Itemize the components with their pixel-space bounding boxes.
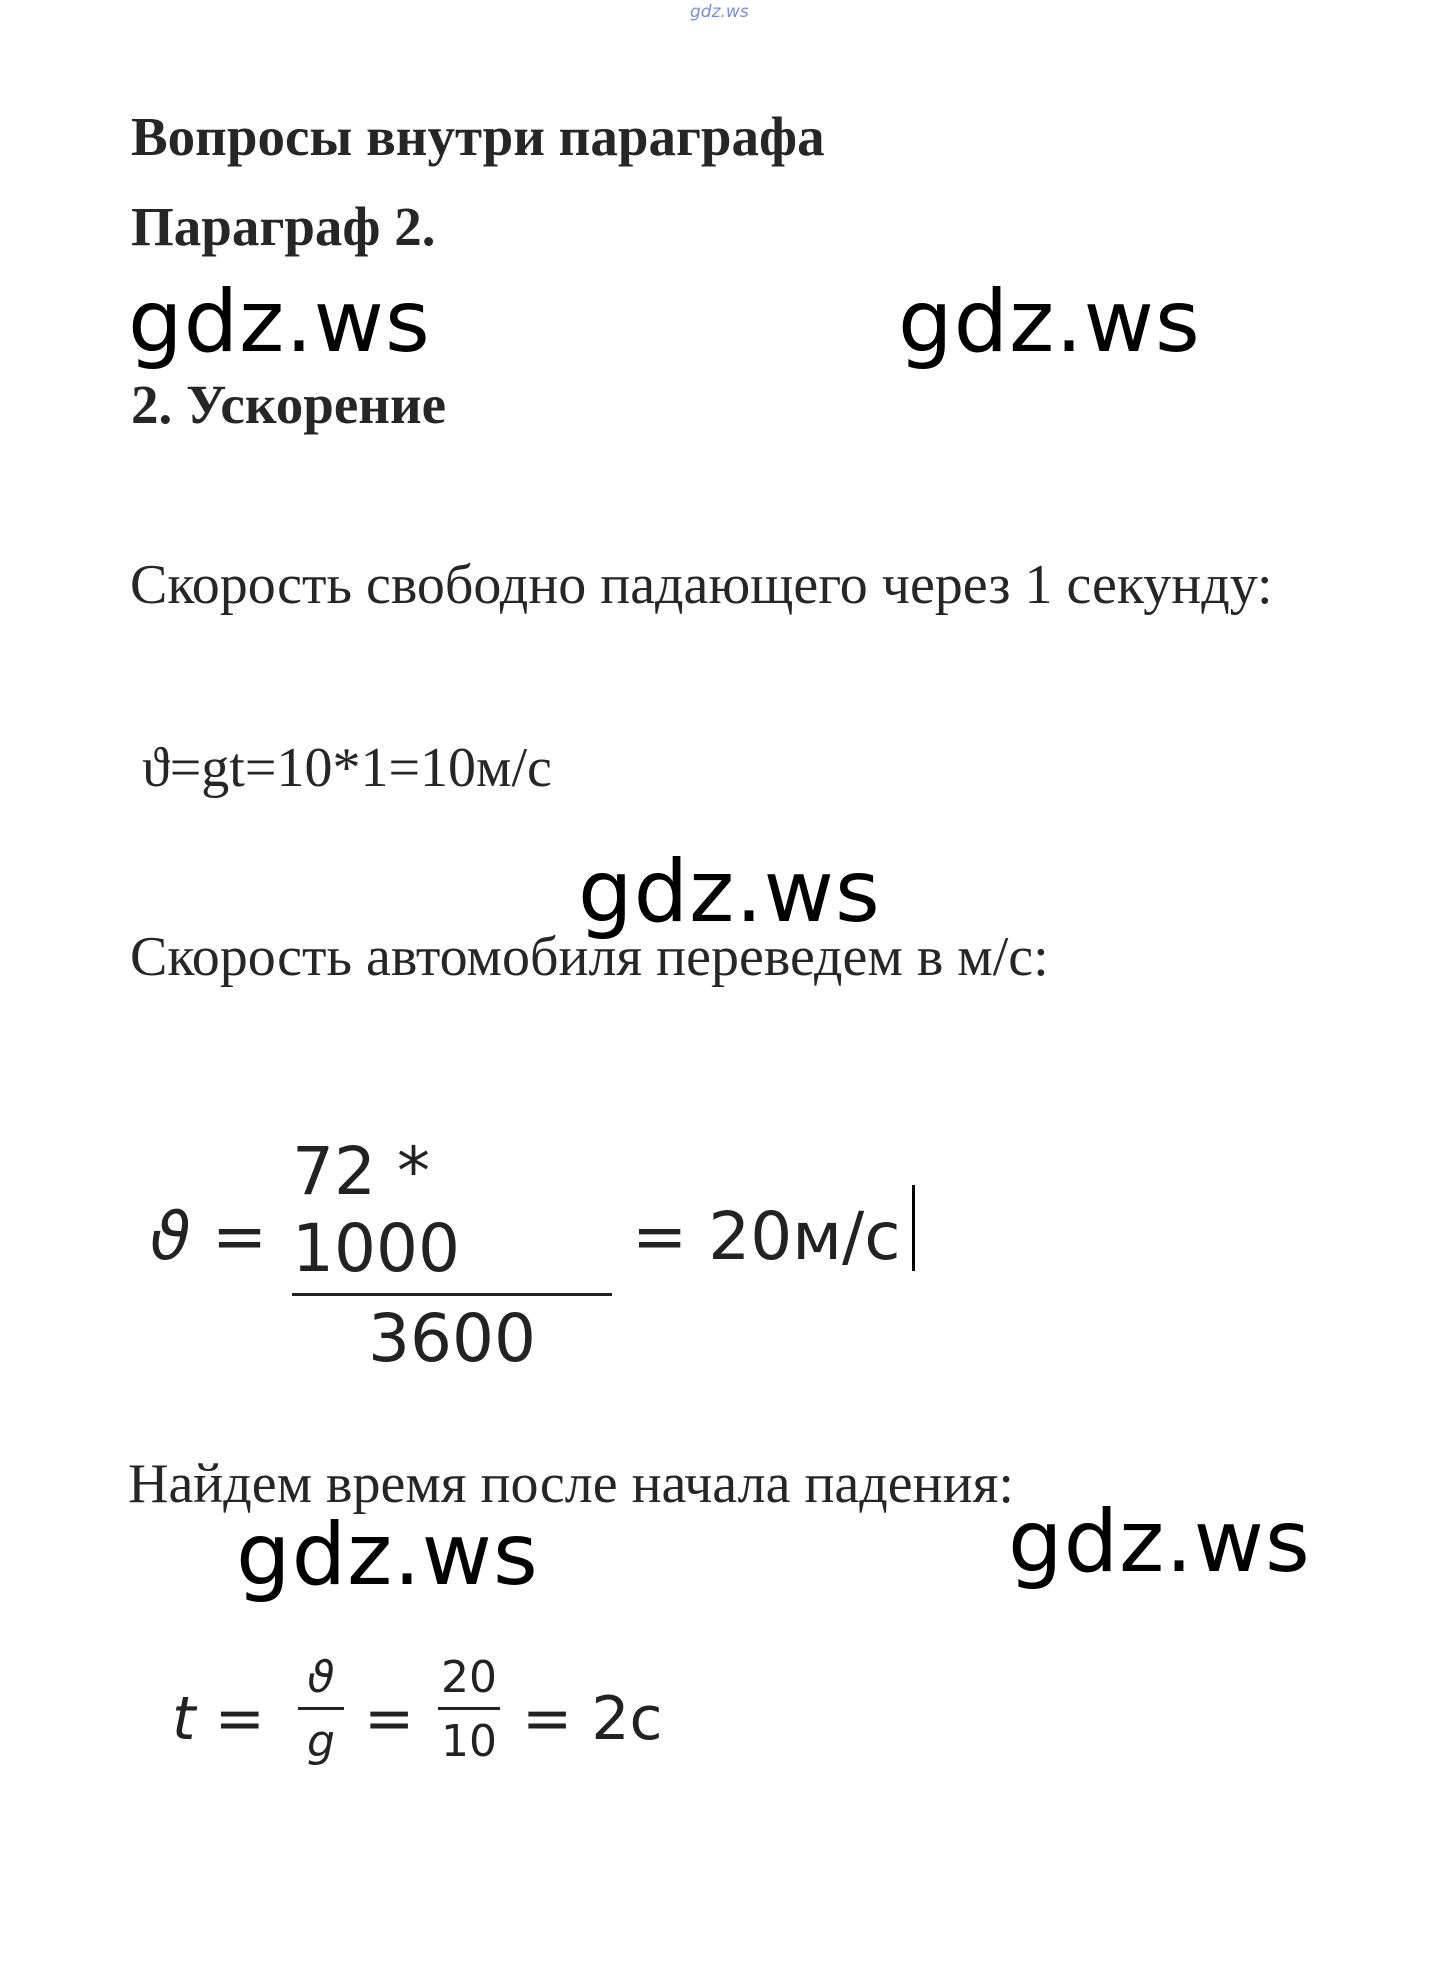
- formula2-denominator: 3600: [368, 1300, 536, 1377]
- formula3-lhs: t =: [172, 1684, 265, 1754]
- formula2-numerator: 72 * 1000: [292, 1133, 460, 1287]
- top-watermark: gdz.ws: [690, 2, 749, 22]
- watermark-4: gdz.ws: [236, 1505, 539, 1605]
- text-line-2: Скорость автомобиля переведем в м/с:: [130, 926, 1049, 988]
- paragraph-heading: Параграф 2.: [131, 196, 436, 257]
- formula3-frac1-num: ϑ: [307, 1652, 335, 1703]
- text-cursor: [912, 1185, 915, 1271]
- watermark-3: gdz.ws: [578, 842, 881, 942]
- formula3-frac2-den: 10: [441, 1716, 497, 1767]
- formula2-rhs: = 20м/с: [632, 1198, 901, 1275]
- formula2-lhs: ϑ =: [150, 1198, 268, 1275]
- watermark-2: gdz.ws: [898, 272, 1201, 372]
- text-line-3: Найдем время после начала падения:: [128, 1453, 1014, 1515]
- formula-free-fall-speed: ϑ=gt=10*1=10м/с: [142, 737, 552, 799]
- formula3-eq1: =: [364, 1684, 415, 1754]
- formula3-frac2-num: 20: [441, 1652, 497, 1703]
- watermark-1: gdz.ws: [128, 272, 431, 372]
- formula3-fraction-1: [296, 1652, 346, 1767]
- formula2-fraction: [292, 1133, 612, 1377]
- fraction-bar: [438, 1707, 500, 1710]
- text-line-1: Скорость свободно падающего через 1 секунду:: [130, 554, 1273, 616]
- section-heading: Вопросы внутри параграфа: [131, 106, 825, 167]
- formula3-frac1-den: g: [307, 1716, 335, 1767]
- formula3-rhs: = 2с: [522, 1684, 663, 1754]
- formula3-fraction-2: [434, 1652, 504, 1767]
- fraction-bar: [298, 1707, 344, 1710]
- watermark-5: gdz.ws: [1008, 1492, 1311, 1592]
- topic-heading: 2. Ускорение: [131, 374, 447, 435]
- fraction-bar: [292, 1293, 612, 1296]
